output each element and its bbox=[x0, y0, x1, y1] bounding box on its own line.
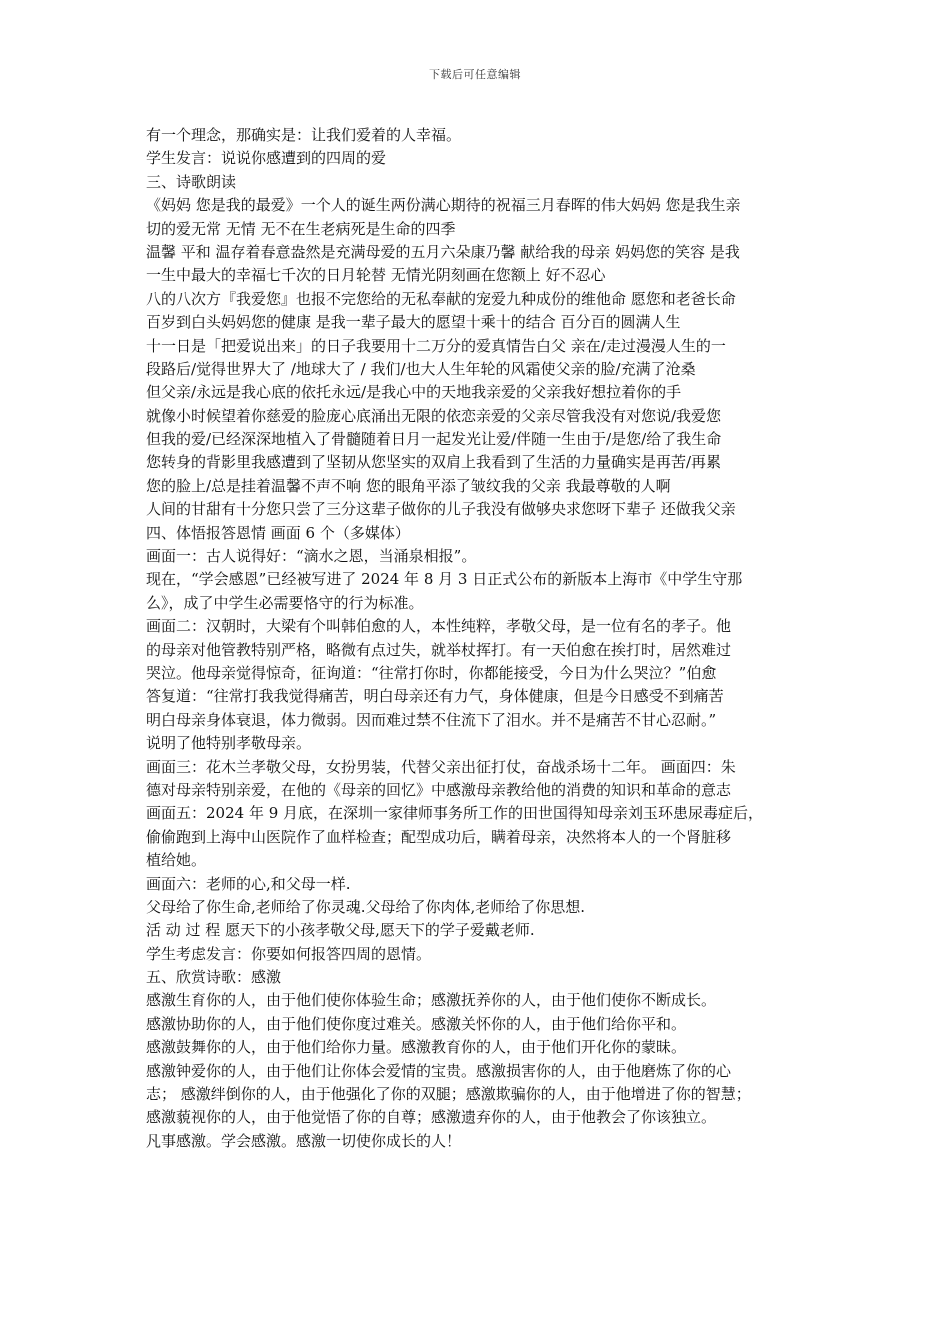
text-line: 学生发言：说说你感遭到的四周的爱 bbox=[146, 149, 387, 168]
text-line: 有一个理念，那确实是：让我们爱着的人幸福。 bbox=[146, 126, 462, 144]
text-line: 人间的甘甜有十分您只尝了三分这辈子做你的儿子我没有做够央求您呀下辈子 还做我父亲 bbox=[146, 500, 736, 519]
text-line: 感激藐视你的人，由于他觉悟了你的自尊；感激遗弃你的人，由于他教会了你该独立。 bbox=[146, 1108, 717, 1127]
text-line: 哭泣。他母亲觉得惊奇，征询道：“往常打你时，你都能接受，今日为什么哭泣？”伯愈 bbox=[146, 663, 717, 682]
text-line: 画面五：2024 年 9 月底，在深圳一家律师事务所工作的田世国得知母亲刘玉环患尿毒症后， bbox=[146, 804, 764, 823]
text-line: 感激鼓舞你的人，由于他们给你力量。感激教育你的人，由于他们开化你的蒙昧。 bbox=[146, 1038, 687, 1057]
text-line: 您的脸上/总是挂着温馨不声不响 您的眼角平添了皱纹我的父亲 我最尊敬的人啊 bbox=[146, 476, 671, 495]
text-line: 段路后/觉得世界大了 /地球大了 / 我们/也大人生年轮的风霜使父亲的脸/充满了沧桑 bbox=[146, 359, 696, 378]
text-line: 么》，成了中学生必需要恪守的行为标准。 bbox=[146, 593, 424, 612]
text-line: 说明了他特别孝敬母亲。 bbox=[146, 734, 312, 753]
text-line: 画面三：花木兰孝敬父母，女扮男装，代替父亲出征打仗，奋战杀场十二年。 画面四：朱 bbox=[146, 757, 736, 776]
text-line: 感激协助你的人，由于他们使你度过难关。感激关怀你的人，由于他们给你平和。 bbox=[146, 1014, 687, 1033]
text-line: 学生考虑发言：你要如何报答四周的恩情。 bbox=[146, 944, 432, 963]
text-line: 植给她。 bbox=[146, 851, 207, 870]
text-line: 现在，“学会感恩”已经被写进了 2024 年 8 月 3 日正式公布的新版本上海市《中学生守那 bbox=[146, 570, 743, 589]
text-line: 德对母亲特别亲爱，在他的《母亲的回忆》中感激母亲教给他的消费的知识和革命的意志 bbox=[146, 780, 732, 799]
text-line: 四、体悟报答恩情 画面 6 个（多媒体） bbox=[146, 523, 410, 542]
text-line: 但我的爱/已经深深地植入了骨髓随着日月一起发光让爱/伴随一生由于/是您/给了我生命 bbox=[146, 430, 722, 449]
text-line: 画面六：老师的心,和父母一样. bbox=[146, 874, 351, 893]
text-line: 八的八次方『我爱您』也报不完您给的无私奉献的宠爱九种成份的维他命 愿您和老爸长命 bbox=[146, 289, 736, 308]
text-line: 明白母亲身体衰退，体力微弱。因而难过禁不住流下了泪水。并不是痛苦不甘心忍耐。” bbox=[146, 710, 717, 729]
text-line: 父母给了你生命,老师给了你灵魂.父母给了你肉体,老师给了你思想. bbox=[146, 897, 586, 916]
text-line: 活 动 过 程 愿天下的小孩孝敬父母,愿天下的学子爱戴老师. bbox=[146, 921, 535, 940]
text-line: 但父亲/永远是我心底的依托永远/是我心中的天地我亲爱的父亲我好想拉着你的手 bbox=[146, 383, 682, 402]
text-line: 《妈妈 您是我的最爱》一个人的诞生两份满心期待的祝福三月春晖的伟大妈妈 您是我生亲 bbox=[146, 196, 741, 215]
text-line: 感激钟爱你的人，由于他们让你体会爱情的宝贵。感激损害你的人，由于他磨炼了你的心 bbox=[146, 1061, 732, 1080]
text-line: 一生中最大的幸福七千次的日月轮替 无情光阴刻画在您额上 好不忍心 bbox=[146, 266, 606, 285]
text-line: 的母亲对他管教特别严格，略微有点过失，就举杖挥打。有一天伯愈在挨打时，居然难过 bbox=[146, 640, 732, 659]
document-body bbox=[146, 124, 810, 1153]
text-line: 凡事感激。学会感激。感激一切使你成长的人！ bbox=[146, 1131, 462, 1150]
text-line: 答复道：“往常打我我觉得痛苦，明白母亲还有力气，身体健康，但是今日感受不到痛苦 bbox=[146, 687, 724, 706]
text-line: 感激生育你的人，由于他们使你体验生命；感激抚养你的人，由于他们使你不断成长。 bbox=[146, 991, 717, 1010]
text-line: 就像小时候望着你慈爱的脸庞心底涌出无限的依恋亲爱的父亲尽管我没有对您说/我爱您 bbox=[146, 406, 722, 425]
text-line: 五、欣赏诗歌：感激 bbox=[146, 968, 282, 987]
page-header: 下载后可任意编辑 bbox=[429, 68, 521, 81]
text-line: 志； 感激绊倒你的人，由于他强化了你的双腿；感激欺骗你的人，由于他增进了你的智慧； bbox=[146, 1085, 751, 1104]
text-line: 十一日是「把爱说出来」的日子我要用十二万分的爱真情告白父 亲在/走过漫漫人生的一 bbox=[146, 336, 726, 355]
text-line: 切的爱无常 无情 无不在生老病死是生命的四季 bbox=[146, 219, 456, 238]
text-line: 三、诗歌朗读 bbox=[146, 172, 237, 191]
text-line: 画面一：古人说得好：“滴水之恩，当涌泉相报”。 bbox=[146, 547, 477, 566]
text-line: 百岁到白头妈妈您的健康 是我一辈子最大的愿望十乘十的结合 百分百的圆满人生 bbox=[146, 313, 681, 332]
text-line: 偷偷跑到上海中山医院作了血样检查；配型成功后，瞒着母亲，决然将本人的一个肾脏移 bbox=[146, 827, 732, 846]
text-line: 您转身的背影里我感遭到了坚韧从您坚实的双肩上我看到了生活的力量确实是再苦/再累 bbox=[146, 453, 722, 472]
text-line: 画面二：汉朝时，大梁有个叫韩伯愈的人，本性纯粹，孝敬父母，是一位有名的孝子。他 bbox=[146, 617, 732, 636]
text-line: 温馨 平和 温存着春意盎然是充满母爱的五月六朵康乃馨 献给我的母亲 妈妈您的笑容 是我 bbox=[146, 242, 740, 261]
